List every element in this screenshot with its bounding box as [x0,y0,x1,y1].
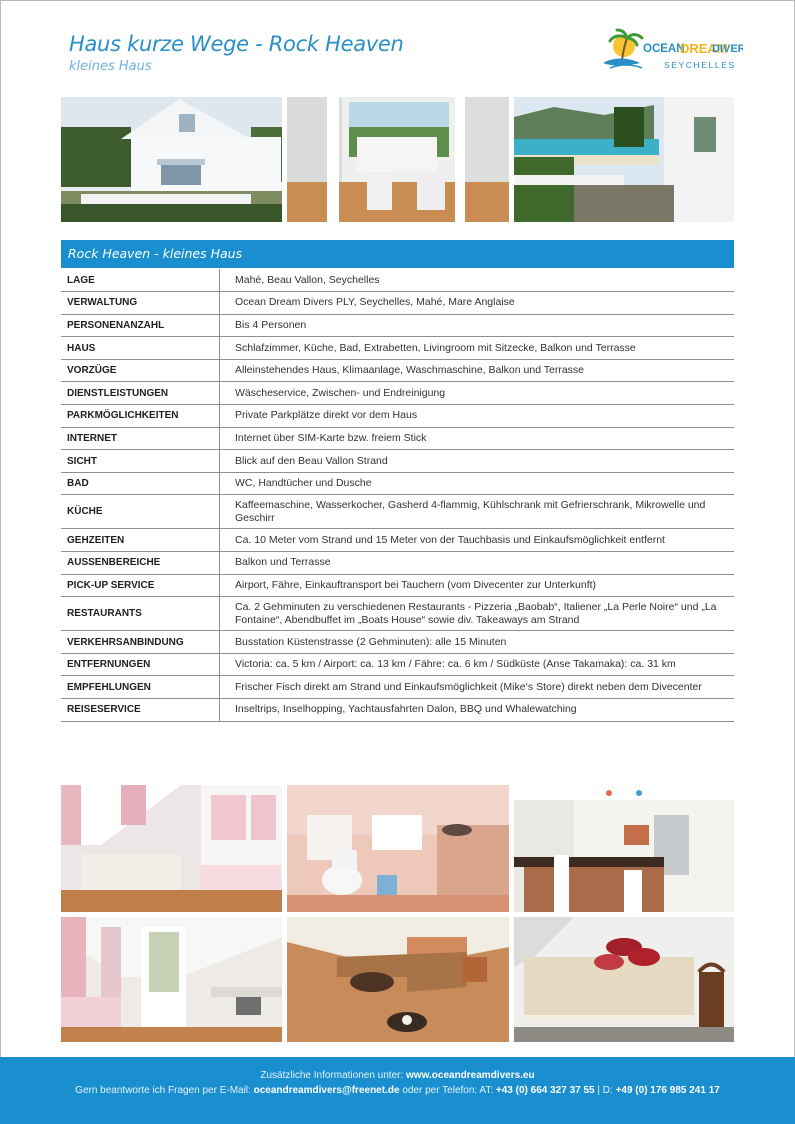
table-row [61,676,734,699]
row-value-dienstleistungen: Wäscheservice, Zwischen- und Endreinigung [220,382,735,405]
row-value-entfernungen: Victoria: ca. 5 km / Airport: ca. 13 km / Fähre: ca. 6 km / Südküste (Anse Takamaka): ca. 31 km [220,653,735,676]
row-key-vorzuege: VORZÜGE [61,359,220,382]
row-key-bad: BAD [61,472,220,495]
row-key-entfernungen: ENTFERNUNGEN [61,653,220,676]
table-row [61,699,734,722]
row-key-lage: LAGE [61,269,220,292]
table-row [61,427,734,450]
footer-line-2 [0,1085,795,1096]
logo-word-divers: DIVER [712,43,743,55]
row-key-empfehlungen: EMPFEHLUNGEN [61,676,220,699]
row-value-sicht: Blick auf den Beau Vallon Strand [220,450,735,473]
footer-phone-separator: | D: [597,1085,613,1096]
row-value-reiseservice: Inseltrips, Inselhopping, Yachtausfahrten Dalon, BBQ und Whalewatching [220,699,735,722]
table-row [61,337,734,360]
footer-info-text: Zusätzliche Informationen unter: [260,1070,404,1081]
photo-terrace-door [287,97,509,222]
footer-email-intro: Gern beantworte ich Fragen per E-Mail: [75,1085,251,1096]
row-key-restaurants: RESTAURANTS [61,597,220,631]
photo-kitchen [514,785,734,912]
table-row [61,359,734,382]
table-row [61,472,734,495]
page-subtitle: kleines Haus [69,59,152,74]
table-row [61,269,734,292]
row-key-gehzeiten: GEHZEITEN [61,529,220,552]
footer-email-link[interactable]: oceandreamdivers@freenet.de [253,1085,400,1096]
row-value-verkehrsanbindung: Busstation Küstenstrasse (2 Gehminuten): alle 15 Minuten [220,631,735,654]
row-value-empfehlungen: Frischer Fisch direkt am Strand und Einkaufsmöglichkeit (Mike‘s Store) direkt neben dem Divecenter [220,676,735,699]
table-row [61,597,734,631]
row-key-verwaltung: VERWALTUNG [61,292,220,315]
footer-bar [0,1057,795,1124]
table-row [61,529,734,552]
footer-phone-intro: oder per Telefon: AT: [402,1085,494,1096]
row-key-aussenbereiche: AUSSENBEREICHE [61,552,220,575]
footer-line-1 [0,1070,795,1081]
row-key-personenanzahl: PERSONENANZAHL [61,314,220,337]
table-row [61,405,734,428]
row-value-gehzeiten: Ca. 10 Meter vom Strand und 15 Meter von der Tauchbasis und Einkaufsmöglichkeit entfernt [220,529,735,552]
row-key-parkmoeglichkeiten: PARKMÖGLICHKEITEN [61,405,220,428]
page-title: Haus kurze Wege - Rock Heaven [69,32,404,56]
table-row [61,495,734,529]
row-key-dienstleistungen: DIENSTLEISTUNGEN [61,382,220,405]
row-key-pickup-service: PICK-UP SERVICE [61,574,220,597]
table-row [61,292,734,315]
row-value-kueche: Kaffeemaschine, Wasserkocher, Gasherd 4-flammig, Kühlschrank mit Gefrierschrank, Mikrowelle und Geschirr [220,495,735,529]
table-row [61,382,734,405]
property-info-table [61,269,734,722]
logo-word-dream: DREAM [680,41,728,56]
photo-house-exterior [61,97,282,222]
table-row [61,653,734,676]
footer-website-link[interactable]: www.oceandreamdivers.eu [406,1070,535,1081]
logo-word-seychelles: SEYCHELLES [664,60,736,70]
photo-bedroom [61,785,282,912]
table-row [61,314,734,337]
row-key-reiseservice: REISESERVICE [61,699,220,722]
row-key-internet: INTERNET [61,427,220,450]
table-heading: Rock Heaven - kleines Haus [61,240,734,268]
row-key-haus: HAUS [61,337,220,360]
row-value-personenanzahl: Bis 4 Personen [220,314,735,337]
table-row [61,450,734,473]
row-value-bad: WC, Handtücher und Dusche [220,472,735,495]
row-key-sicht: SICHT [61,450,220,473]
table-row [61,631,734,654]
photo-living-room [287,917,509,1042]
row-value-verwaltung: Ocean Dream Divers PLY, Seychelles, Mahé, Mare Anglaise [220,292,735,315]
row-value-parkmoeglichkeiten: Private Parkplätze direkt vor dem Haus [220,405,735,428]
photo-bathroom [287,785,509,912]
row-value-pickup-service: Airport, Fähre, Einkauftransport bei Tauchern (vom Divecenter zur Unterkunft) [220,574,735,597]
row-value-haus: Schlafzimmer, Küche, Bad, Extrabetten, Livingroom mit Sitzecke, Balkon und Terrasse [220,337,735,360]
table-row [61,574,734,597]
row-value-lage: Mahé, Beau Vallon, Seychelles [220,269,735,292]
ocean-dream-divers-logo [598,26,743,76]
photo-attic-room [61,917,282,1042]
row-key-verkehrsanbindung: VERKEHRSANBINDUNG [61,631,220,654]
table-row [61,552,734,575]
row-value-restaurants: Ca. 2 Gehminuten zu verschiedenen Restaurants - Pizzeria „Baobab“, Italiener „La Perle Noire“ und „La Fontaine“, Abendbuffet im „Boats House“ sowie div. Takeaways am Strand [220,597,735,631]
row-key-kueche: KÜCHE [61,495,220,529]
logo-word-ocean: OCEAN [643,43,685,55]
photo-daybed-room [514,917,734,1042]
row-value-aussenbereiche: Balkon und Terrasse [220,552,735,575]
footer-phone-at[interactable]: +43 (0) 664 327 37 55 [495,1085,595,1096]
footer-phone-d[interactable]: +49 (0) 176 985 241 17 [615,1085,720,1096]
photo-beach-path [514,97,734,222]
row-value-vorzuege: Alleinstehendes Haus, Klimaanlage, Waschmaschine, Balkon und Terrasse [220,359,735,382]
row-value-internet: Internet über SIM-Karte bzw. freiem Stick [220,427,735,450]
